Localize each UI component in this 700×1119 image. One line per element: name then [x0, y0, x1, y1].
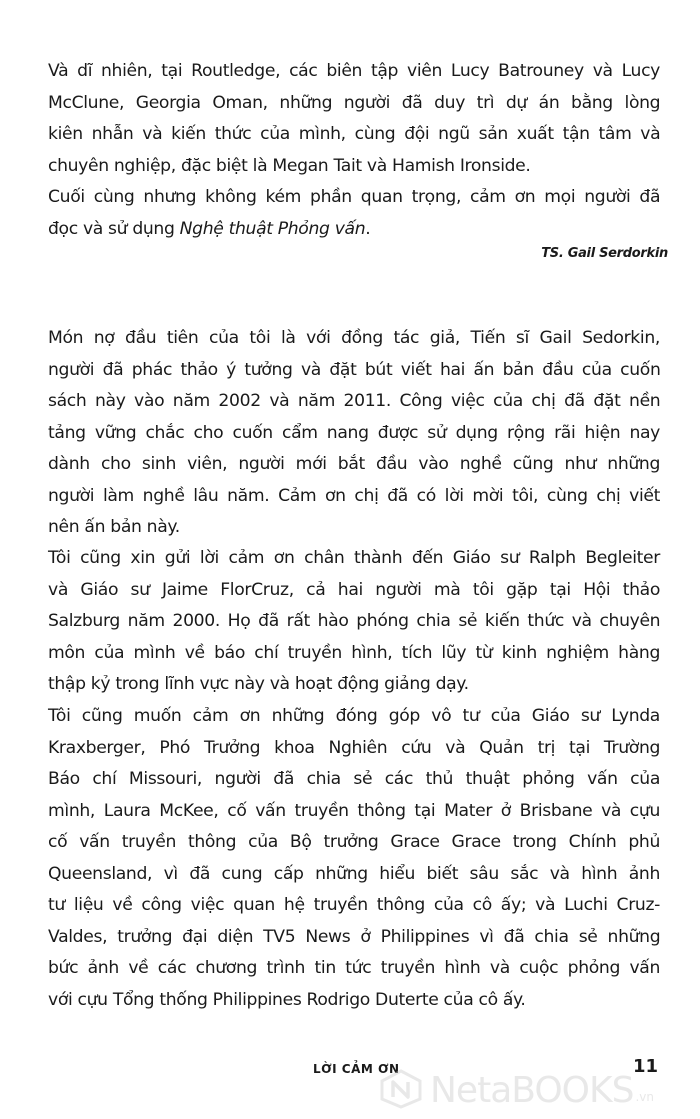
text-line: Và dĩ nhiên, tại Routledge, các biên tập viên Lucy Batrouney và Lucy [48, 61, 660, 81]
text-segment: . [365, 218, 371, 239]
paragraph-closing-thanks [48, 182, 660, 245]
text-line: nên ấn bản này. [48, 517, 180, 537]
text-line: Món nợ đầu tiên của tôi là với đồng tác giả, Tiến sĩ Gail Sedorkin, [48, 328, 660, 348]
paragraph-coauthor [48, 323, 660, 544]
netabooks-logo-icon [378, 1069, 424, 1113]
text-line: chuyên nghiệp, đặc biệt là Megan Tait và Hamish Ironside. [48, 155, 531, 176]
text-line: và Giáo sư Jaime FlorCruz, cả hai người mà tôi gặp tại Hội thảo [48, 579, 660, 600]
text-line: dành cho sinh viên, người mới bắt đầu vào nghề cũng như những [48, 454, 661, 474]
text-line: tảng vững chắc cho cuốn cẩm nang được sử dụng rộng rãi hiện nay [48, 422, 660, 443]
book-title: Nghệ thuật Phỏng vấn [179, 218, 366, 239]
signature: TS. Gail Serdorkin [541, 246, 668, 261]
text-line: sách này vào năm 2002 và năm 2011. Công việc của chị đã đặt nền [48, 391, 661, 411]
text-line: Báo chí Missouri, người đã chia sẻ các thủ thuật phỏng vấn của [48, 769, 661, 789]
text-segment: đọc và sử dụng [48, 218, 180, 239]
page-number: 11 [633, 1056, 659, 1077]
text-line: thập kỷ trong lĩnh vực này và hoạt động giảng dạy. [48, 674, 469, 694]
watermark-suffix: .vn [635, 1090, 654, 1104]
paragraph-routledge [48, 56, 660, 182]
text-line: kiên nhẫn và kiến thức của mình, cùng đội ngũ sản xuất tận tâm và [48, 124, 661, 144]
text-line: mình, Laura McKee, cố vấn truyền thông tại Mater ở Brisbane và cựu [48, 800, 660, 821]
text-line [48, 214, 660, 246]
paragraph-contributors [48, 701, 660, 1016]
watermark [378, 1070, 654, 1112]
paragraph-salzburg [48, 543, 660, 701]
watermark-brand: NetaBOOKS [430, 1070, 634, 1111]
text-line: môn của mình về báo chí truyền hình, tích lũy từ kinh nghiệm hàng [48, 642, 660, 663]
text-line: McClune, Georgia Oman, những người đã duy trì dự án bằng lòng [48, 92, 661, 113]
text-line: với cựu Tổng thống Philippines Rodrigo Duterte của cô ấy. [48, 989, 526, 1010]
text-line: Tôi cũng xin gửi lời cảm ơn chân thành đến Giáo sư Ralph Begleiter [48, 548, 660, 568]
text-line: Cuối cùng nhưng không kém phần quan trọng, cảm ơn mọi người đã [48, 187, 661, 207]
text-line: Kraxberger, Phó Trưởng khoa Nghiên cứu và Quản trị tại Trường [48, 737, 661, 758]
text-line: tư liệu về công việc quan hệ truyền thông của cô ấy; và Luchi Cruz- [48, 895, 660, 915]
text-line: bức ảnh về các chương trình tin tức truyền hình và cuộc phỏng vấn [48, 958, 660, 978]
text-line: Queensland, vì đã cung cấp những hiểu biết sâu sắc và hình ảnh [48, 863, 660, 884]
text-line: Tôi cũng muốn cảm ơn những đóng góp vô tư của Giáo sư Lynda [48, 706, 660, 726]
running-footer-chapter: LỜI CẢM ƠN [313, 1062, 400, 1076]
text-line: người đã phác thảo ý tưởng và đặt bút viết hai ấn bản đầu của cuốn [48, 359, 661, 380]
text-line: Valdes, trưởng đại diện TV5 News ở Philippines vì đã chia sẻ những [48, 926, 661, 947]
text-line: người làm nghề lâu năm. Cảm ơn chị đã có lời mời tôi, cùng chị viết [48, 485, 660, 506]
text-line: Salzburg năm 2000. Họ đã rất hào phóng chia sẻ kiến thức và chuyên [48, 611, 661, 631]
text-line: cố vấn truyền thông của Bộ trưởng Grace Grace trong Chính phủ [48, 832, 660, 852]
